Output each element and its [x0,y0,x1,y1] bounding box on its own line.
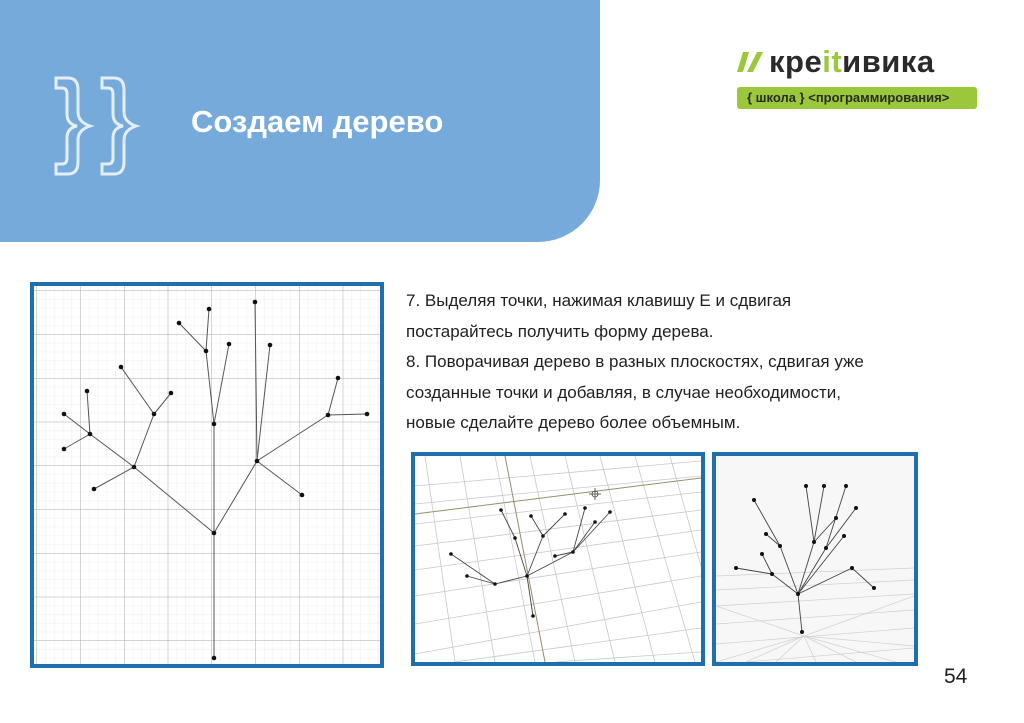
tree-front-view-image [34,286,380,664]
logo [735,40,985,120]
tree-perspective-view-1-image [415,456,701,662]
instruction-line: 8. Поворачивая дерево в разных плоскостях, сдвигая уже [406,352,864,371]
tree-front-view-screenshot [30,282,384,668]
instructions-text [406,286,986,439]
tree-perspective-view-2-image [716,456,914,662]
logo-tagline: { школа } <программирования> [747,90,950,105]
instruction-line: постарайтесь получить форму дерева. [406,321,714,341]
logo-text-part1: кре [769,44,823,79]
instruction-line: 7. Выделяя точки, нажимая клавишу Е и сдвигая [406,291,792,310]
tree-perspective-view-1-screenshot [411,452,705,666]
logo-k-icon [735,46,767,80]
double-brace-icon [48,70,160,182]
tree-perspective-view-2-screenshot [712,452,918,666]
logo-text-it: it [822,44,843,79]
logo-text-part2: ивика [842,44,935,79]
page-number: 54 [944,665,968,688]
logo-text [769,42,935,82]
slide-title: Создаем дерево [191,104,444,139]
instruction-line: созданные точки и добавляя, в случае необходимости, [406,382,842,402]
instruction-line: новые сделайте дерево более объемным. [406,413,741,432]
